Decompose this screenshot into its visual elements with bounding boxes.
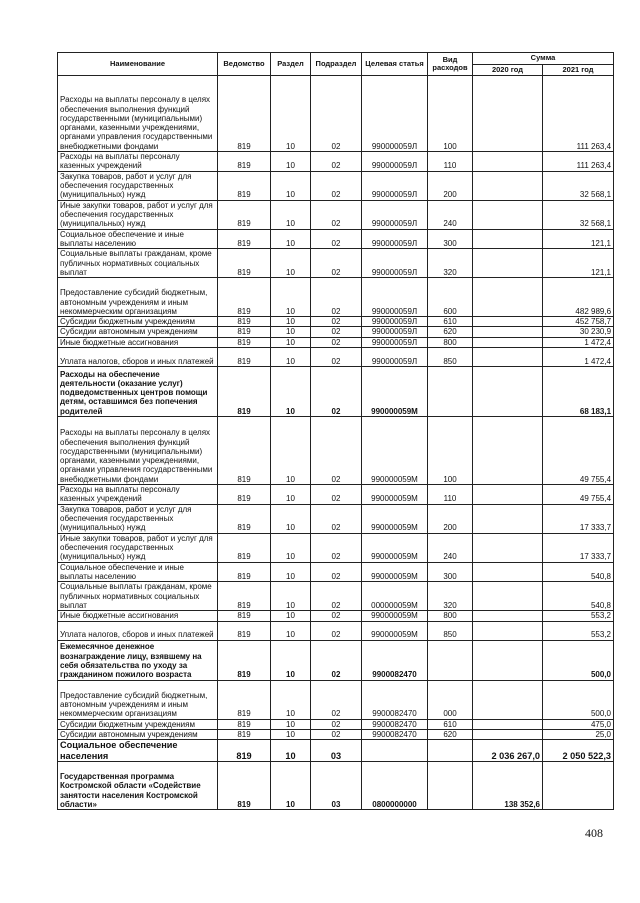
- row-subsection-cell: 02: [311, 533, 362, 562]
- row-expense-type-cell: 620: [428, 729, 473, 739]
- row-sum-2020-cell: [473, 317, 543, 327]
- header-subsection: Подраздел: [311, 53, 362, 76]
- table-body: [58, 76, 614, 810]
- row-sum-2021-cell: 25,0: [543, 729, 614, 739]
- row-name-cell: Субсидии автономным учреждениям: [58, 327, 218, 337]
- row-name-cell: Расходы на выплаты персоналу в целях обеспечения выполнения функций государственными (муниципальными) органами, казенными учреждениями, органами управления государственными внебюджетными фондами: [58, 76, 218, 152]
- row-expense-type-cell: 320: [428, 249, 473, 278]
- row-dept-cell: 819: [218, 229, 271, 249]
- row-subsection-cell: 02: [311, 348, 362, 367]
- header-section: Раздел: [271, 53, 311, 76]
- row-section-cell: 10: [271, 640, 311, 680]
- row-section-cell: 10: [271, 171, 311, 200]
- row-sum-2021-cell: 482 989,6: [543, 278, 614, 317]
- row-expense-type-cell: 800: [428, 337, 473, 347]
- row-expense-type-cell: 110: [428, 152, 473, 172]
- row-expense-type-cell: 100: [428, 76, 473, 152]
- row-sum-2021-cell: 553,2: [543, 621, 614, 640]
- table-row: [58, 171, 614, 200]
- row-dept-cell: 819: [218, 171, 271, 200]
- row-subsection-cell: 02: [311, 367, 362, 417]
- row-sum-2021-cell: 32 568,1: [543, 171, 614, 200]
- row-sum-2020-cell: [473, 171, 543, 200]
- row-expense-type-cell: 850: [428, 348, 473, 367]
- row-sum-2021-cell: 540,8: [543, 582, 614, 611]
- row-subsection-cell: 02: [311, 485, 362, 505]
- row-name-cell: Иные закупки товаров, работ и услуг для обеспечения государственных (муниципальных) нужд: [58, 200, 218, 229]
- row-sum-2021-cell: 553,2: [543, 611, 614, 621]
- row-expense-type-cell: 240: [428, 533, 473, 562]
- row-section-cell: 10: [271, 680, 311, 719]
- row-target-article-cell: 990000059Л: [362, 76, 428, 152]
- row-sum-2021-cell: 1 472,4: [543, 337, 614, 347]
- row-sum-2020-cell: [473, 337, 543, 347]
- row-name-cell: Предоставление субсидий бюджетным, автономным учреждениям и иным некоммерческим организациям: [58, 680, 218, 719]
- row-dept-cell: 819: [218, 562, 271, 582]
- row-sum-2020-cell: [473, 562, 543, 582]
- row-dept-cell: 819: [218, 76, 271, 152]
- table-row: [58, 348, 614, 367]
- row-target-article-cell: 990000059Л: [362, 171, 428, 200]
- row-subsection-cell: 02: [311, 200, 362, 229]
- row-section-cell: 10: [271, 611, 311, 621]
- row-expense-type-cell: 300: [428, 229, 473, 249]
- row-sum-2021-cell: 1 472,4: [543, 348, 614, 367]
- row-dept-cell: 819: [218, 719, 271, 729]
- row-sum-2020-cell: [473, 533, 543, 562]
- row-target-article-cell: 990000059Л: [362, 278, 428, 317]
- row-subsection-cell: 02: [311, 171, 362, 200]
- row-subsection-cell: 02: [311, 417, 362, 485]
- row-dept-cell: 819: [218, 278, 271, 317]
- row-target-article-cell: 990000059Л: [362, 152, 428, 172]
- row-dept-cell: 819: [218, 367, 271, 417]
- row-section-cell: 10: [271, 762, 311, 810]
- row-dept-cell: 819: [218, 348, 271, 367]
- header-row: [58, 53, 614, 65]
- row-target-article-cell: 9900082470: [362, 680, 428, 719]
- row-target-article-cell: 990000059М: [362, 417, 428, 485]
- row-sum-2021-cell: 68 183,1: [543, 367, 614, 417]
- row-name-cell: Уплата налогов, сборов и иных платежей: [58, 348, 218, 367]
- row-dept-cell: 819: [218, 740, 271, 762]
- row-dept-cell: 819: [218, 762, 271, 810]
- row-section-cell: 10: [271, 278, 311, 317]
- row-target-article-cell: 990000059Л: [362, 249, 428, 278]
- row-section-cell: 10: [271, 317, 311, 327]
- row-target-article-cell: 990000059Л: [362, 337, 428, 347]
- row-section-cell: 10: [271, 76, 311, 152]
- row-target-article-cell: 990000059М: [362, 485, 428, 505]
- table-row: [58, 200, 614, 229]
- header-target-article: Целевая статья: [362, 53, 428, 76]
- row-section-cell: 10: [271, 327, 311, 337]
- row-name-cell: Иные закупки товаров, работ и услуг для обеспечения государственных (муниципальных) нужд: [58, 533, 218, 562]
- row-name-cell: Предоставление субсидий бюджетным, автономным учреждениям и иным некоммерческим организациям: [58, 278, 218, 317]
- row-dept-cell: 819: [218, 485, 271, 505]
- row-section-cell: 10: [271, 504, 311, 533]
- row-subsection-cell: 02: [311, 504, 362, 533]
- row-sum-2021-cell: 500,0: [543, 680, 614, 719]
- table-row: [58, 249, 614, 278]
- row-sum-2020-cell: [473, 200, 543, 229]
- table-row: [58, 582, 614, 611]
- row-expense-type-cell: [428, 640, 473, 680]
- row-target-article-cell: 000000059М: [362, 582, 428, 611]
- row-subsection-cell: 02: [311, 729, 362, 739]
- row-target-article-cell: 990000059М: [362, 504, 428, 533]
- row-sum-2020-cell: [473, 278, 543, 317]
- row-sum-2020-cell: [473, 367, 543, 417]
- header-expense-type: Вид расходов: [428, 53, 473, 76]
- row-dept-cell: 819: [218, 729, 271, 739]
- row-sum-2021-cell: 111 263,4: [543, 76, 614, 152]
- row-name-cell: Субсидии автономным учреждениям: [58, 729, 218, 739]
- row-name-cell: Иные бюджетные ассигнования: [58, 611, 218, 621]
- row-sum-2021-cell: 121,1: [543, 229, 614, 249]
- table-row: [58, 719, 614, 729]
- row-name-cell: Уплата налогов, сборов и иных платежей: [58, 621, 218, 640]
- header-dept: Ведомство: [218, 53, 271, 76]
- header-name: Наименование: [58, 53, 218, 76]
- row-sum-2020-cell: [473, 729, 543, 739]
- row-expense-type-cell: 620: [428, 327, 473, 337]
- budget-sheet: [57, 52, 614, 810]
- row-sum-2020-cell: [473, 249, 543, 278]
- row-target-article-cell: 9900082470: [362, 719, 428, 729]
- row-name-cell: Социальные выплаты гражданам, кроме публичных нормативных социальных выплат: [58, 582, 218, 611]
- row-sum-2020-cell: [473, 485, 543, 505]
- row-target-article-cell: 990000059Л: [362, 317, 428, 327]
- row-sum-2021-cell: 2 050 522,3: [543, 740, 614, 762]
- table-row: [58, 76, 614, 152]
- table-row: [58, 680, 614, 719]
- row-subsection-cell: 02: [311, 719, 362, 729]
- row-sum-2020-cell: [473, 640, 543, 680]
- row-sum-2020-cell: [473, 152, 543, 172]
- table-row: [58, 367, 614, 417]
- row-subsection-cell: 02: [311, 680, 362, 719]
- row-name-cell: Закупка товаров, работ и услуг для обеспечения государственных (муниципальных) нужд: [58, 504, 218, 533]
- row-target-article-cell: 9900082470: [362, 640, 428, 680]
- row-expense-type-cell: 240: [428, 200, 473, 229]
- row-subsection-cell: 02: [311, 621, 362, 640]
- row-name-cell: Социальное обеспечение населения: [58, 740, 218, 762]
- budget-table: [57, 52, 614, 810]
- row-sum-2021-cell: 500,0: [543, 640, 614, 680]
- row-section-cell: 10: [271, 417, 311, 485]
- row-sum-2021-cell: 111 263,4: [543, 152, 614, 172]
- row-subsection-cell: 02: [311, 152, 362, 172]
- row-sum-2020-cell: [473, 327, 543, 337]
- row-dept-cell: 819: [218, 504, 271, 533]
- row-name-cell: Расходы на обеспечение деятельности (оказание услуг) подведомственных центров помощи детям, оставшимся без попечения родителей: [58, 367, 218, 417]
- row-name-cell: Государственная программа Костромской области «Содействие занятости населения Костромской области»: [58, 762, 218, 810]
- row-sum-2020-cell: 2 036 267,0: [473, 740, 543, 762]
- row-dept-cell: 819: [218, 582, 271, 611]
- row-target-article-cell: 9900082470: [362, 729, 428, 739]
- row-expense-type-cell: 800: [428, 611, 473, 621]
- row-name-cell: Социальное обеспечение и иные выплаты населению: [58, 562, 218, 582]
- row-dept-cell: 819: [218, 680, 271, 719]
- row-target-article-cell: 990000059Л: [362, 327, 428, 337]
- row-section-cell: 10: [271, 719, 311, 729]
- table-row: [58, 485, 614, 505]
- row-target-article-cell: 990000059М: [362, 562, 428, 582]
- row-expense-type-cell: 300: [428, 562, 473, 582]
- row-section-cell: 10: [271, 582, 311, 611]
- row-expense-type-cell: 200: [428, 171, 473, 200]
- row-subsection-cell: 02: [311, 337, 362, 347]
- row-section-cell: 10: [271, 337, 311, 347]
- row-subsection-cell: 02: [311, 278, 362, 317]
- row-dept-cell: 819: [218, 200, 271, 229]
- row-sum-2020-cell: 138 352,6: [473, 762, 543, 810]
- row-sum-2021-cell: 49 755,4: [543, 417, 614, 485]
- row-target-article-cell: [362, 740, 428, 762]
- row-sum-2020-cell: [473, 504, 543, 533]
- row-sum-2021-cell: 17 333,7: [543, 504, 614, 533]
- row-dept-cell: 819: [218, 417, 271, 485]
- row-expense-type-cell: 610: [428, 719, 473, 729]
- row-section-cell: 10: [271, 533, 311, 562]
- row-target-article-cell: 990000059Л: [362, 200, 428, 229]
- row-target-article-cell: 0800000000: [362, 762, 428, 810]
- row-name-cell: Расходы на выплаты персоналу казенных учреждений: [58, 485, 218, 505]
- row-dept-cell: 819: [218, 533, 271, 562]
- row-expense-type-cell: [428, 740, 473, 762]
- row-name-cell: Расходы на выплаты персоналу в целях обеспечения выполнения функций государственными (муниципальными) органами, казенными учреждениями, органами управления государственными внебюджетными фондами: [58, 417, 218, 485]
- row-name-cell: Субсидии бюджетным учреждениям: [58, 719, 218, 729]
- table-row: [58, 740, 614, 762]
- row-target-article-cell: 990000059Л: [362, 229, 428, 249]
- table-row: [58, 337, 614, 347]
- row-subsection-cell: 03: [311, 762, 362, 810]
- table-row: [58, 533, 614, 562]
- row-sum-2021-cell: 452 758,7: [543, 317, 614, 327]
- table-row: [58, 327, 614, 337]
- row-subsection-cell: 02: [311, 611, 362, 621]
- row-name-cell: Ежемесячное денежное вознаграждение лицу, взявшему на себя обязательства по уходу за гражданином пожилого возраста: [58, 640, 218, 680]
- table-row: [58, 640, 614, 680]
- row-sum-2021-cell: 32 568,1: [543, 200, 614, 229]
- row-sum-2021-cell: 30 230,9: [543, 327, 614, 337]
- row-sum-2021-cell: 475,0: [543, 719, 614, 729]
- row-subsection-cell: 02: [311, 249, 362, 278]
- row-dept-cell: 819: [218, 337, 271, 347]
- row-target-article-cell: 990000059М: [362, 611, 428, 621]
- row-sum-2020-cell: [473, 417, 543, 485]
- table-row: [58, 317, 614, 327]
- row-sum-2020-cell: [473, 582, 543, 611]
- row-name-cell: Расходы на выплаты персоналу казенных учреждений: [58, 152, 218, 172]
- row-target-article-cell: 990000059М: [362, 621, 428, 640]
- header-year-2020: 2020 год: [473, 64, 543, 76]
- row-subsection-cell: 02: [311, 640, 362, 680]
- row-expense-type-cell: 000: [428, 680, 473, 719]
- table-row: [58, 417, 614, 485]
- row-section-cell: 10: [271, 621, 311, 640]
- table-row: [58, 621, 614, 640]
- row-dept-cell: 819: [218, 317, 271, 327]
- row-subsection-cell: 02: [311, 317, 362, 327]
- row-expense-type-cell: 100: [428, 417, 473, 485]
- row-sum-2020-cell: [473, 76, 543, 152]
- row-section-cell: 10: [271, 200, 311, 229]
- row-name-cell: Социальное обеспечение и иные выплаты населению: [58, 229, 218, 249]
- row-sum-2021-cell: 49 755,4: [543, 485, 614, 505]
- row-section-cell: 10: [271, 562, 311, 582]
- row-target-article-cell: 990000059М: [362, 533, 428, 562]
- row-sum-2020-cell: [473, 719, 543, 729]
- row-expense-type-cell: 320: [428, 582, 473, 611]
- row-dept-cell: 819: [218, 249, 271, 278]
- row-dept-cell: 819: [218, 621, 271, 640]
- table-row: [58, 611, 614, 621]
- row-subsection-cell: 02: [311, 229, 362, 249]
- row-sum-2021-cell: 17 333,7: [543, 533, 614, 562]
- row-section-cell: 10: [271, 740, 311, 762]
- table-row: [58, 278, 614, 317]
- row-subsection-cell: 02: [311, 327, 362, 337]
- row-section-cell: 10: [271, 229, 311, 249]
- row-sum-2021-cell: 540,8: [543, 562, 614, 582]
- page-number: 408: [585, 826, 603, 840]
- row-subsection-cell: 02: [311, 76, 362, 152]
- row-dept-cell: 819: [218, 327, 271, 337]
- table-row: [58, 762, 614, 810]
- table-row: [58, 152, 614, 172]
- row-expense-type-cell: [428, 762, 473, 810]
- row-target-article-cell: 990000059М: [362, 367, 428, 417]
- row-subsection-cell: 02: [311, 562, 362, 582]
- row-sum-2020-cell: [473, 229, 543, 249]
- row-expense-type-cell: 110: [428, 485, 473, 505]
- row-expense-type-cell: [428, 367, 473, 417]
- table-row: [58, 729, 614, 739]
- table-row: [58, 562, 614, 582]
- header-year-2021: 2021 год: [543, 64, 614, 76]
- row-name-cell: Социальные выплаты гражданам, кроме публичных нормативных социальных выплат: [58, 249, 218, 278]
- row-name-cell: Иные бюджетные ассигнования: [58, 337, 218, 347]
- row-sum-2021-cell: 121,1: [543, 249, 614, 278]
- row-section-cell: 10: [271, 348, 311, 367]
- row-sum-2020-cell: [473, 348, 543, 367]
- table-row: [58, 229, 614, 249]
- row-subsection-cell: 03: [311, 740, 362, 762]
- header-sum: Сумма: [473, 53, 614, 65]
- table-row: [58, 504, 614, 533]
- row-name-cell: Закупка товаров, работ и услуг для обеспечения государственных (муниципальных) нужд: [58, 171, 218, 200]
- row-section-cell: 10: [271, 249, 311, 278]
- row-expense-type-cell: 600: [428, 278, 473, 317]
- row-target-article-cell: 990000059Л: [362, 348, 428, 367]
- row-subsection-cell: 02: [311, 582, 362, 611]
- row-expense-type-cell: 850: [428, 621, 473, 640]
- row-expense-type-cell: 200: [428, 504, 473, 533]
- row-section-cell: 10: [271, 729, 311, 739]
- row-dept-cell: 819: [218, 640, 271, 680]
- row-section-cell: 10: [271, 152, 311, 172]
- row-dept-cell: 819: [218, 611, 271, 621]
- row-dept-cell: 819: [218, 152, 271, 172]
- row-sum-2020-cell: [473, 611, 543, 621]
- row-section-cell: 10: [271, 367, 311, 417]
- row-sum-2020-cell: [473, 680, 543, 719]
- row-name-cell: Субсидии бюджетным учреждениям: [58, 317, 218, 327]
- row-expense-type-cell: 610: [428, 317, 473, 327]
- row-sum-2021-cell: [543, 762, 614, 810]
- row-sum-2020-cell: [473, 621, 543, 640]
- row-section-cell: 10: [271, 485, 311, 505]
